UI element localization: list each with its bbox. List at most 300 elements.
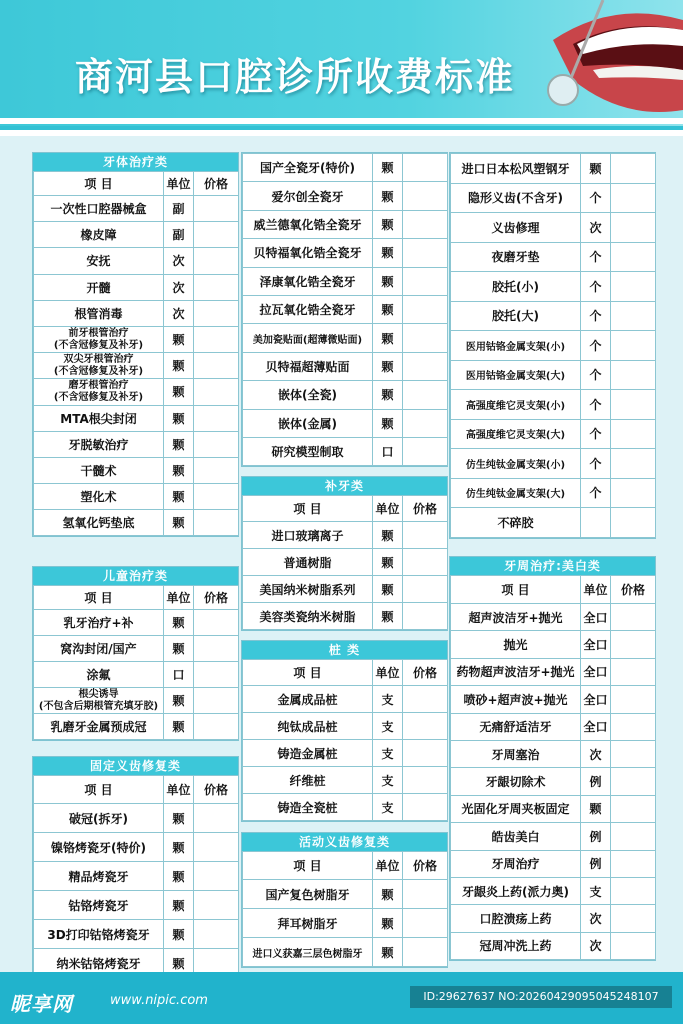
item-name: 牙脱敏治疗 — [34, 431, 164, 457]
item-unit: 颗 — [373, 239, 403, 267]
section-title: 牙体治疗类 — [33, 153, 238, 171]
table-row — [451, 768, 656, 795]
item-name: 美加瓷贴面(超薄微贴面) — [243, 324, 373, 352]
item-unit: 颗 — [373, 295, 403, 323]
section-title: 桩 类 — [242, 641, 447, 659]
item-name: 牙龈切除术 — [451, 768, 581, 795]
item-price — [403, 576, 448, 603]
item-price — [194, 688, 239, 714]
section-title: 固定义齿修复类 — [33, 757, 238, 775]
item-unit: 颗 — [373, 409, 403, 437]
table-row — [451, 850, 656, 877]
table-row — [243, 210, 448, 238]
table-row — [34, 196, 239, 222]
table-header-row — [243, 496, 448, 522]
item-unit: 个 — [581, 242, 611, 272]
price-panel-s4 — [241, 152, 448, 467]
table-row — [451, 272, 656, 302]
header-stripe — [0, 118, 683, 124]
item-unit: 颗 — [164, 920, 194, 949]
item-name: 氢氧化钙垫底 — [34, 510, 164, 536]
item-name: 美容类瓷纳米树脂 — [243, 603, 373, 630]
section-title: 牙周治疗:美白类 — [450, 557, 655, 575]
item-unit: 个 — [581, 360, 611, 390]
item-unit: 口 — [373, 437, 403, 465]
item-unit: 颗 — [373, 909, 403, 938]
column-header-price: 价格 — [194, 586, 239, 610]
item-price — [194, 862, 239, 891]
item-name: 磨牙根管治疗 (不含冠修复及补牙) — [34, 379, 164, 405]
item-unit: 颗 — [164, 833, 194, 862]
item-name: 镍铬烤瓷牙(特价) — [34, 833, 164, 862]
item-name: MTA根尖封闭 — [34, 405, 164, 431]
price-table — [242, 153, 448, 466]
section-title: 活动义齿修复类 — [242, 833, 447, 851]
table-row — [34, 222, 239, 248]
item-unit: 个 — [581, 419, 611, 449]
item-price — [611, 768, 656, 795]
table-row — [451, 740, 656, 767]
table-row — [243, 295, 448, 323]
item-name: 铸造金属桩 — [243, 740, 373, 767]
item-name: 抛光 — [451, 631, 581, 658]
item-unit: 颗 — [164, 714, 194, 740]
item-unit: 次 — [581, 740, 611, 767]
item-name: 仿生纯钛金属支架(大) — [451, 478, 581, 508]
item-name: 纯钛成品桩 — [243, 713, 373, 740]
item-name: 药物超声波洁牙+抛光 — [451, 658, 581, 685]
column-header-item: 项 目 — [34, 172, 164, 196]
item-name: 义齿修理 — [451, 213, 581, 243]
item-name: 泽康氧化锆全瓷牙 — [243, 267, 373, 295]
item-unit: 次 — [164, 274, 194, 300]
table-header-row — [243, 852, 448, 880]
column-header-unit: 单位 — [164, 776, 194, 804]
header-banner — [0, 0, 683, 128]
table-row — [451, 213, 656, 243]
item-price — [403, 603, 448, 630]
price-table — [242, 851, 448, 967]
item-price — [194, 274, 239, 300]
item-name: 胶托(小) — [451, 272, 581, 302]
price-table — [33, 585, 239, 740]
item-price — [403, 740, 448, 767]
column-header-price: 价格 — [194, 776, 239, 804]
column-header-unit: 单位 — [581, 576, 611, 604]
item-price — [194, 714, 239, 740]
table-header-row — [451, 576, 656, 604]
item-unit: 支 — [373, 767, 403, 794]
item-name: 皓齿美白 — [451, 823, 581, 850]
item-unit: 个 — [581, 183, 611, 213]
table-row — [451, 508, 656, 538]
item-name: 根尖诱导 (不包含后期根管充填牙胶) — [34, 688, 164, 714]
item-name: 根管消毒 — [34, 300, 164, 326]
column-header-price: 价格 — [403, 496, 448, 522]
table-row — [243, 713, 448, 740]
column-header-unit: 单位 — [373, 660, 403, 686]
item-unit: 次 — [581, 213, 611, 243]
item-name: 高强度维它灵支架(大) — [451, 419, 581, 449]
page-title: 商河县口腔诊所收费标准 — [75, 55, 516, 99]
item-unit: 颗 — [164, 457, 194, 483]
column-header-item: 项 目 — [34, 776, 164, 804]
item-price — [611, 877, 656, 904]
item-price — [194, 300, 239, 326]
table-row — [34, 405, 239, 431]
item-price — [194, 610, 239, 636]
item-unit: 颗 — [164, 326, 194, 352]
table-row — [451, 301, 656, 331]
item-price — [194, 804, 239, 833]
item-name: 进口玻璃离子 — [243, 522, 373, 549]
table-row — [34, 457, 239, 483]
table-row — [451, 631, 656, 658]
item-price — [611, 932, 656, 959]
table-row — [451, 331, 656, 361]
column-header-item: 项 目 — [243, 496, 373, 522]
column-header-unit: 单位 — [164, 586, 194, 610]
table-row — [243, 938, 448, 967]
item-price — [403, 182, 448, 210]
image-id-label: ID:29627637 NO:20260429095045248107 — [410, 986, 672, 1008]
table-row — [243, 549, 448, 576]
item-price — [194, 636, 239, 662]
item-price — [403, 295, 448, 323]
item-unit: 颗 — [164, 379, 194, 405]
item-name: 进口义获嘉三层色树脂牙 — [243, 938, 373, 967]
item-name: 橡皮障 — [34, 222, 164, 248]
item-price — [194, 379, 239, 405]
item-unit: 颗 — [164, 804, 194, 833]
table-header-row — [34, 586, 239, 610]
item-unit: 次 — [581, 932, 611, 959]
item-price — [611, 713, 656, 740]
table-row — [451, 478, 656, 508]
item-unit: 颗 — [164, 862, 194, 891]
table-row — [34, 636, 239, 662]
table-row — [34, 714, 239, 740]
item-unit: 颗 — [373, 352, 403, 380]
item-price — [403, 409, 448, 437]
footer-bar — [0, 972, 683, 1024]
item-price — [611, 686, 656, 713]
item-price — [194, 196, 239, 222]
item-price — [403, 794, 448, 821]
table-row — [34, 920, 239, 949]
item-name: 喷砂+超声波+抛光 — [451, 686, 581, 713]
table-row — [243, 437, 448, 465]
item-unit: 颗 — [164, 891, 194, 920]
item-unit: 颗 — [164, 636, 194, 662]
item-unit: 颗 — [373, 603, 403, 630]
table-row — [451, 183, 656, 213]
table-row — [34, 891, 239, 920]
header-stripe-thin — [0, 126, 683, 130]
item-price — [611, 183, 656, 213]
section-title: 补牙类 — [242, 477, 447, 495]
column-header-item: 项 目 — [34, 586, 164, 610]
item-price — [611, 449, 656, 479]
item-name: 涂氟 — [34, 662, 164, 688]
item-name: 铸造全瓷桩 — [243, 794, 373, 821]
item-name: 金属成品桩 — [243, 686, 373, 713]
item-price — [611, 390, 656, 420]
column-header-item: 项 目 — [243, 660, 373, 686]
table-row — [34, 431, 239, 457]
table-row — [34, 248, 239, 274]
item-unit: 支 — [373, 740, 403, 767]
item-price — [403, 909, 448, 938]
table-row — [243, 267, 448, 295]
price-panel-s9 — [449, 556, 656, 961]
item-unit: 颗 — [373, 576, 403, 603]
item-price — [611, 272, 656, 302]
item-price — [403, 154, 448, 182]
item-price — [611, 419, 656, 449]
table-row — [243, 686, 448, 713]
table-row — [451, 360, 656, 390]
item-name: 安抚 — [34, 248, 164, 274]
table-row — [243, 576, 448, 603]
item-name: 嵌体(全瓷) — [243, 381, 373, 409]
item-name: 干髓术 — [34, 457, 164, 483]
item-name: 国产全瓷牙(特价) — [243, 154, 373, 182]
section-title: 儿童治疗类 — [33, 567, 238, 585]
item-price — [194, 457, 239, 483]
item-name: 无痛舒适洁牙 — [451, 713, 581, 740]
table-row — [451, 658, 656, 685]
item-name: 胶托(大) — [451, 301, 581, 331]
item-name: 光固化牙周夹板固定 — [451, 795, 581, 822]
price-table — [33, 775, 239, 978]
table-row — [243, 324, 448, 352]
item-name: 贝特福超薄贴面 — [243, 352, 373, 380]
item-price — [403, 239, 448, 267]
table-row — [451, 449, 656, 479]
watermark-url: www.nipic.com — [110, 993, 208, 1008]
item-unit: 副 — [164, 222, 194, 248]
item-name: 不碎胶 — [451, 508, 581, 538]
table-header-row — [243, 660, 448, 686]
table-row — [451, 905, 656, 932]
table-row — [34, 379, 239, 405]
item-price — [611, 604, 656, 631]
item-unit: 次 — [164, 248, 194, 274]
item-name: 美国纳米树脂系列 — [243, 576, 373, 603]
table-row — [243, 794, 448, 821]
item-unit: 颗 — [373, 154, 403, 182]
item-price — [194, 510, 239, 536]
item-name: 贝特福氧化锆全瓷牙 — [243, 239, 373, 267]
item-name: 牙龈炎上药(派力奥) — [451, 877, 581, 904]
table-row — [243, 409, 448, 437]
item-unit: 颗 — [373, 938, 403, 967]
item-unit: 颗 — [373, 324, 403, 352]
price-table — [242, 495, 448, 630]
table-row — [243, 522, 448, 549]
item-name: 开髓 — [34, 274, 164, 300]
item-price — [194, 222, 239, 248]
item-name: 口腔溃疡上药 — [451, 905, 581, 932]
item-price — [194, 353, 239, 379]
item-unit: 次 — [164, 300, 194, 326]
item-name: 威兰德氧化锆全瓷牙 — [243, 210, 373, 238]
item-name: 纤维桩 — [243, 767, 373, 794]
item-price — [403, 938, 448, 967]
item-price — [611, 823, 656, 850]
item-unit: 全口 — [581, 631, 611, 658]
column-header-unit: 单位 — [373, 852, 403, 880]
item-unit: 颗 — [581, 795, 611, 822]
smile-teeth-image — [543, 0, 683, 120]
item-price — [194, 833, 239, 862]
item-unit: 全口 — [581, 713, 611, 740]
table-row — [243, 182, 448, 210]
price-panel-s6 — [241, 640, 448, 822]
price-panel-s2 — [32, 566, 239, 741]
item-price — [611, 795, 656, 822]
item-price — [194, 662, 239, 688]
table-row — [243, 909, 448, 938]
price-panel-s7 — [241, 832, 448, 968]
table-row — [34, 833, 239, 862]
table-row — [451, 390, 656, 420]
price-panel-s5 — [241, 476, 448, 631]
column-header-item: 项 目 — [243, 852, 373, 880]
item-unit: 次 — [581, 905, 611, 932]
item-unit: 全口 — [581, 658, 611, 685]
column-header-price: 价格 — [403, 660, 448, 686]
item-price — [403, 381, 448, 409]
item-price — [611, 631, 656, 658]
table-row — [34, 688, 239, 714]
item-name: 乳磨牙金属预成冠 — [34, 714, 164, 740]
item-price — [611, 301, 656, 331]
price-panel-s3 — [32, 756, 239, 979]
item-name: 夜磨牙垫 — [451, 242, 581, 272]
table-row — [243, 740, 448, 767]
item-unit: 支 — [581, 877, 611, 904]
table-row — [243, 154, 448, 182]
table-row — [243, 767, 448, 794]
item-unit: 颗 — [373, 267, 403, 295]
table-row — [451, 242, 656, 272]
table-row — [243, 239, 448, 267]
item-price — [194, 248, 239, 274]
column-header-item: 项 目 — [451, 576, 581, 604]
table-header-row — [34, 172, 239, 196]
item-unit: 副 — [164, 196, 194, 222]
item-unit: 个 — [581, 390, 611, 420]
item-unit: 个 — [581, 272, 611, 302]
table-row — [34, 610, 239, 636]
item-price — [194, 431, 239, 457]
item-name: 隐形义齿(不含牙) — [451, 183, 581, 213]
table-row — [34, 326, 239, 352]
table-row — [451, 932, 656, 959]
table-row — [451, 795, 656, 822]
item-name: 塑化术 — [34, 484, 164, 510]
item-price — [403, 324, 448, 352]
item-name: 医用钴铬金属支架(小) — [451, 331, 581, 361]
watermark-logo: 昵享网 — [10, 992, 73, 1016]
item-name: 前牙根管治疗 (不含冠修复及补牙) — [34, 326, 164, 352]
item-name: 钴铬烤瓷牙 — [34, 891, 164, 920]
table-row — [34, 353, 239, 379]
item-name: 高强度维它灵支架(小) — [451, 390, 581, 420]
table-row — [34, 300, 239, 326]
item-name: 拜耳树脂牙 — [243, 909, 373, 938]
item-unit: 例 — [581, 850, 611, 877]
item-price — [403, 522, 448, 549]
item-name: 双尖牙根管治疗 (不含冠修复及补牙) — [34, 353, 164, 379]
column-header-unit: 单位 — [373, 496, 403, 522]
price-panel-s1 — [32, 152, 239, 537]
table-row — [451, 823, 656, 850]
item-unit: 颗 — [164, 405, 194, 431]
price-table — [450, 153, 656, 538]
table-row — [34, 274, 239, 300]
item-name: 国产复色树脂牙 — [243, 880, 373, 909]
item-price — [194, 920, 239, 949]
item-price — [403, 767, 448, 794]
table-row — [451, 419, 656, 449]
item-price — [403, 686, 448, 713]
item-price — [403, 352, 448, 380]
item-unit: 颗 — [373, 381, 403, 409]
item-price — [194, 891, 239, 920]
price-panel-s8 — [449, 152, 656, 539]
item-unit: 支 — [373, 794, 403, 821]
item-name: 3D打印钴铬烤瓷牙 — [34, 920, 164, 949]
item-unit: 支 — [373, 686, 403, 713]
item-price — [403, 210, 448, 238]
item-unit: 例 — [581, 768, 611, 795]
item-price — [611, 658, 656, 685]
item-name: 嵌体(金属) — [243, 409, 373, 437]
table-row — [34, 484, 239, 510]
item-name: 拉瓦氧化锆全瓷牙 — [243, 295, 373, 323]
item-unit — [581, 508, 611, 538]
item-name: 仿生纯钛金属支架(小) — [451, 449, 581, 479]
table-row — [243, 352, 448, 380]
table-row — [451, 154, 656, 184]
item-unit: 支 — [373, 713, 403, 740]
item-unit: 颗 — [373, 210, 403, 238]
item-name: 乳牙治疗+补 — [34, 610, 164, 636]
item-price — [611, 850, 656, 877]
item-price — [611, 508, 656, 538]
column-header-price: 价格 — [611, 576, 656, 604]
price-table — [242, 659, 448, 821]
table-row — [451, 713, 656, 740]
item-unit: 颗 — [164, 510, 194, 536]
table-row — [34, 510, 239, 536]
table-row — [34, 862, 239, 891]
table-row — [34, 804, 239, 833]
price-table — [33, 171, 239, 536]
item-name: 医用钴铬金属支架(大) — [451, 360, 581, 390]
item-price — [611, 478, 656, 508]
table-row — [34, 662, 239, 688]
item-unit: 颗 — [164, 949, 194, 978]
item-name: 牙周治疗 — [451, 850, 581, 877]
item-price — [403, 267, 448, 295]
item-price — [194, 326, 239, 352]
item-unit: 个 — [581, 478, 611, 508]
item-price — [403, 549, 448, 576]
